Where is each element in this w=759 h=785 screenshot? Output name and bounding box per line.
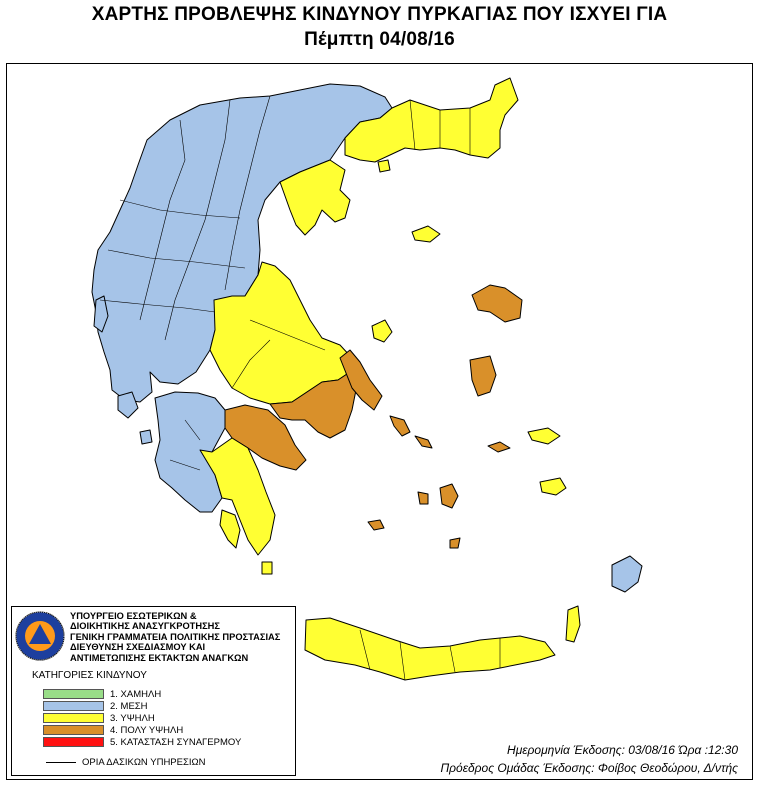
island-tinos — [415, 436, 432, 448]
legend-swatch — [43, 689, 104, 699]
legend-item-medium — [43, 700, 148, 712]
island-andros — [390, 416, 410, 436]
region-high-messinia-tip — [220, 510, 240, 548]
legend-label: 3. ΥΨΗΛΗ — [110, 712, 155, 724]
island-santorini — [450, 538, 460, 548]
agency-line: ΓΕΝΙΚΗ ΓΡΑΜΜΑΤΕΙΑ ΠΟΛΙΤΙΚΗΣ ΠΡΟΣΤΑΣΙΑΣ — [70, 631, 281, 642]
legend-item-low — [43, 688, 161, 700]
island-lesvos — [472, 285, 522, 322]
island-thasos — [378, 160, 390, 172]
map-date: Πέμπτη 04/08/16 — [304, 29, 455, 50]
legend-item-boundaries — [46, 757, 205, 768]
region-high-crete — [305, 618, 555, 680]
issue-date: Ημερομηνία Έκδοσης: 03/08/16 Ώρα :12:30 — [507, 743, 738, 757]
island-samos — [528, 428, 560, 444]
island-paros — [418, 492, 428, 504]
legend-label: 2. ΜΕΣΗ — [110, 700, 148, 712]
boundary-line-sample — [46, 762, 76, 763]
agency-line: ΥΠΟΥΡΓΕΙΟ ΕΣΩΤΕΡΙΚΩΝ & — [70, 611, 197, 621]
legend-label: 4. ΠΟΛΥ ΥΨΗΛΗ — [110, 724, 184, 736]
legend-panel — [11, 606, 296, 776]
agency-block — [70, 611, 280, 663]
island-karpathos — [566, 606, 580, 642]
island-limnos — [372, 320, 392, 342]
legend-item-very-high — [43, 724, 183, 736]
legend-swatch — [43, 713, 104, 723]
agency-line: ΑΝΤΙΜΕΤΩΠΙΣΗΣ ΕΚΤΑΚΤΩΝ ΑΝΑΓΚΩΝ — [70, 652, 249, 663]
island-rhodes — [612, 556, 642, 592]
island-naxos — [440, 484, 458, 508]
island-milos — [368, 520, 384, 530]
agency-line: ΔΙΟΙΚΗΤΙΚΗΣ ΑΝΑΣΥΓΚΡΟΤΗΣΗΣ — [70, 621, 220, 632]
legend-item-alarm — [43, 736, 241, 748]
map-title: ΧΑΡΤΗΣ ΠΡΟΒΛΕΨΗΣ ΚΙΝΔΥΝΟΥ ΠΥΡΚΑΓΙΑΣ ΠΟΥ ΙΣΧΥΕΙ ΓΙΑ — [91, 4, 668, 25]
island-chios — [470, 356, 496, 396]
boundary-label: ΟΡΙΑ ΔΑΣΙΚΩΝ ΥΠΗΡΕΣΙΩΝ — [82, 757, 206, 768]
categories-title: ΚΑΤΗΓΟΡΙΕΣ ΚΙΝΔΥΝΟΥ — [32, 670, 147, 681]
legend-swatch — [43, 701, 104, 711]
issue-author: Πρόεδρος Ομάδας Έκδοσης: Φοίβος Θεοδώρου, Δ/ντής — [440, 761, 738, 775]
island-kythera — [262, 562, 272, 574]
legend-label: 5. ΚΑΤΑΣΤΑΣΗ ΣΥΝΑΓΕΡΜΟΥ — [110, 736, 242, 748]
agency-line: ΔΙΕΥΘΥΝΣΗ ΣΧΕΔΙΑΣΜΟΥ ΚΑΙ — [70, 642, 206, 653]
island-ikaria — [488, 442, 510, 452]
legend-swatch — [43, 725, 104, 735]
island-zakynthos — [140, 430, 152, 444]
legend-label: 1. ΧΑΜΗΛΗ — [110, 688, 162, 700]
civil-protection-seal-icon — [15, 611, 65, 661]
legend-item-high — [43, 712, 155, 724]
island-kos-area — [540, 478, 566, 495]
legend-swatch — [43, 737, 104, 747]
island-samothraki — [412, 226, 440, 242]
